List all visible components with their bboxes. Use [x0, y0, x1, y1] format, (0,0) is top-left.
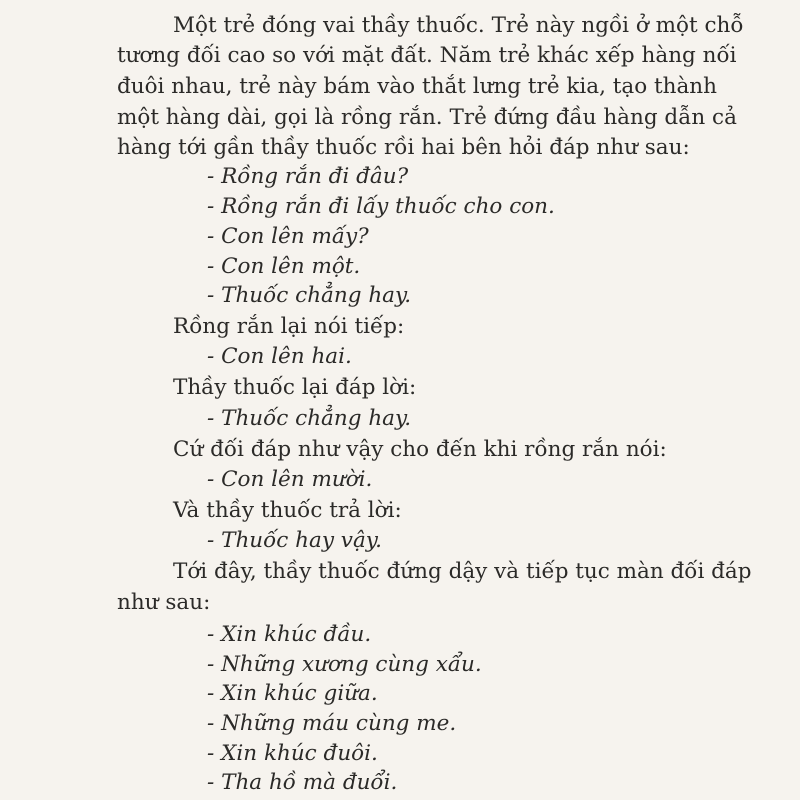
dialogue-line: - Con lên mấy? — [207, 224, 369, 249]
paragraph-line: một hàng dài, gọi là rồng rắn. Trẻ đứng đầu hàng dẫn cả — [117, 105, 737, 130]
dialogue-line: - Rồng rắn đi đâu? — [207, 164, 409, 189]
paragraph-line: đuôi nhau, trẻ này bám vào thắt lưng trẻ kia, tạo thành — [117, 74, 718, 99]
dialogue-line: - Con lên mười. — [207, 467, 373, 492]
dialogue-line: - Tha hồ mà đuổi. — [207, 770, 398, 795]
dialogue-line: - Thuốc chẳng hay. — [207, 406, 412, 431]
dialogue-line: - Con lên hai. — [207, 344, 352, 369]
dialogue-line: - Xin khúc đầu. — [207, 622, 372, 647]
dialogue-line: - Những máu cùng me. — [207, 711, 457, 736]
narration-line: Thầy thuốc lại đáp lời: — [173, 375, 417, 400]
dialogue-line: - Con lên một. — [207, 254, 361, 279]
dialogue-line: - Thuốc chẳng hay. — [207, 283, 412, 308]
narration-line: như sau: — [117, 590, 211, 615]
dialogue-line: - Rồng rắn đi lấy thuốc cho con. — [207, 194, 555, 219]
dialogue-line: - Xin khúc giữa. — [207, 681, 378, 706]
narration-line: Cứ đối đáp như vậy cho đến khi rồng rắn nói: — [173, 437, 667, 462]
paragraph-line: hàng tới gần thầy thuốc rồi hai bên hỏi đáp như sau: — [117, 135, 690, 160]
dialogue-line: - Xin khúc đuôi. — [207, 741, 378, 766]
narration-line: Và thầy thuốc trả lời: — [173, 498, 402, 523]
paragraph-line: tương đối cao so với mặt đất. Năm trẻ khác xếp hàng nối — [117, 43, 737, 68]
paragraph-line: Một trẻ đóng vai thầy thuốc. Trẻ này ngồi ở một chỗ — [173, 13, 744, 38]
dialogue-line: - Những xương cùng xẩu. — [207, 652, 482, 677]
narration-line: Tới đây, thầy thuốc đứng dậy và tiếp tục màn đối đáp — [173, 559, 752, 584]
dialogue-line: - Thuốc hay vậy. — [207, 528, 382, 553]
narration-line: Rồng rắn lại nói tiếp: — [173, 314, 405, 339]
